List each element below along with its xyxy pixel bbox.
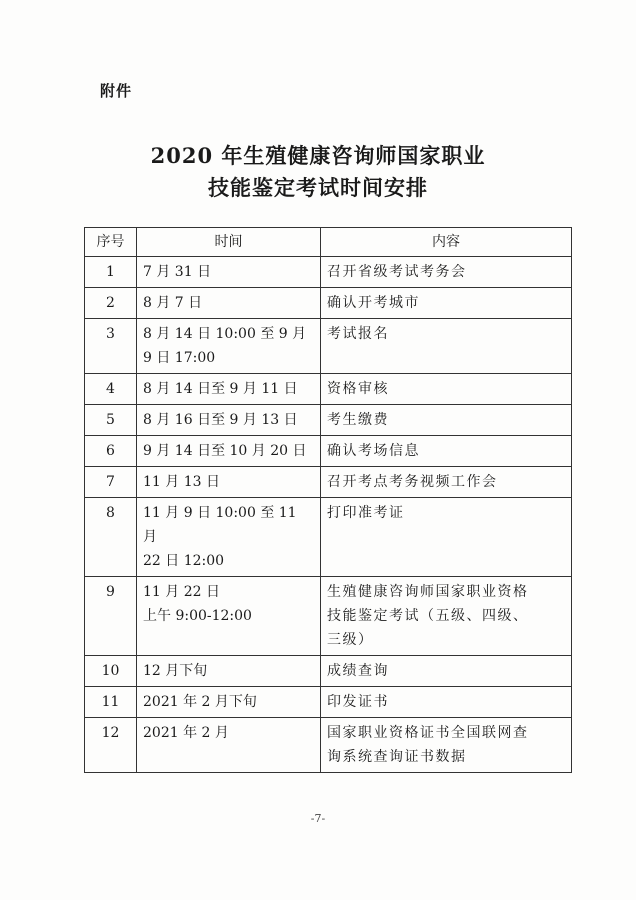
schedule-table	[84, 227, 572, 773]
cell-time-line: 11 月 9 日 10:00 至 11 月	[143, 505, 297, 545]
table-header-row	[85, 228, 572, 257]
table-row	[85, 288, 572, 319]
cell-time	[137, 467, 321, 498]
cell-time-line: 2021 年 2 月下旬	[143, 694, 257, 710]
cell-time	[137, 718, 321, 773]
cell-content	[321, 656, 572, 687]
cell-content-line: 确认考场信息	[327, 443, 420, 459]
cell-content-line: 印发证书	[327, 694, 389, 710]
cell-time	[137, 687, 321, 718]
cell-seq: 1	[85, 257, 137, 288]
cell-content	[321, 374, 572, 405]
cell-content-line: 三级）	[327, 632, 374, 648]
cell-time	[137, 436, 321, 467]
cell-time	[137, 319, 321, 374]
cell-time-line: 2021 年 2 月	[143, 725, 229, 741]
page-title-line-1: 2020 年生殖健康咨询师国家职业	[150, 143, 486, 168]
cell-content	[321, 498, 572, 577]
cell-content-line: 打印准考证	[327, 505, 405, 521]
cell-time	[137, 288, 321, 319]
table-row	[85, 436, 572, 467]
cell-content-line: 考生缴费	[327, 412, 389, 428]
cell-time-line: 9 月 14 日至 10 月 20 日	[143, 443, 307, 459]
cell-seq: 4	[85, 374, 137, 405]
cell-content-line: 召开考点考务视频工作会	[327, 474, 498, 490]
cell-seq: 5	[85, 405, 137, 436]
cell-time-line: 22 日 12:00	[143, 553, 225, 569]
cell-content	[321, 288, 572, 319]
cell-time	[137, 405, 321, 436]
cell-time-line: 8 月 14 日至 9 月 11 日	[143, 381, 298, 397]
header-time: 时间	[137, 228, 321, 257]
cell-time-line: 7 月 31 日	[143, 264, 212, 280]
cell-seq: 9	[85, 577, 137, 656]
cell-content	[321, 687, 572, 718]
cell-content-line: 考试报名	[327, 326, 389, 342]
cell-time-line: 12 月下旬	[143, 663, 208, 679]
cell-time	[137, 257, 321, 288]
table-row	[85, 498, 572, 577]
cell-content-line: 国家职业资格证书全国联网查	[327, 725, 529, 741]
cell-content	[321, 577, 572, 656]
cell-seq: 10	[85, 656, 137, 687]
table-row	[85, 257, 572, 288]
attachment-label: 附件	[100, 82, 133, 100]
cell-time-line: 8 月 16 日至 9 月 13 日	[143, 412, 298, 428]
page-number: -7-	[310, 812, 326, 825]
cell-seq: 3	[85, 319, 137, 374]
cell-time-line: 8 月 7 日	[143, 295, 203, 311]
cell-content-line: 确认开考城市	[327, 295, 420, 311]
header-seq: 序号	[85, 228, 137, 257]
cell-seq: 2	[85, 288, 137, 319]
table-row	[85, 405, 572, 436]
cell-content	[321, 319, 572, 374]
cell-content	[321, 436, 572, 467]
cell-time-line: 9 日 17:00	[143, 350, 216, 366]
cell-time	[137, 577, 321, 656]
cell-content-line: 生殖健康咨询师国家职业资格	[327, 584, 529, 600]
cell-content-line: 资格审核	[327, 381, 389, 397]
cell-seq: 12	[85, 718, 137, 773]
cell-time	[137, 656, 321, 687]
cell-content	[321, 405, 572, 436]
cell-time-line: 上午 9:00-12:00	[143, 608, 252, 624]
cell-seq: 6	[85, 436, 137, 467]
table-row	[85, 374, 572, 405]
page-title-line-2: 技能鉴定考试时间安排	[208, 175, 428, 200]
cell-content-line: 技能鉴定考试（五级、四级、	[327, 608, 529, 624]
cell-seq: 7	[85, 467, 137, 498]
table-row	[85, 687, 572, 718]
cell-content-line: 成绩查询	[327, 663, 389, 679]
cell-time-line: 11 月 13 日	[143, 474, 220, 490]
cell-time-line: 11 月 22 日	[143, 584, 220, 600]
table-row	[85, 718, 572, 773]
cell-time	[137, 374, 321, 405]
cell-seq: 11	[85, 687, 137, 718]
cell-content	[321, 467, 572, 498]
header-content: 内容	[321, 228, 572, 257]
cell-content-line: 召开省级考试考务会	[327, 264, 467, 280]
cell-content	[321, 257, 572, 288]
table-row	[85, 656, 572, 687]
cell-seq: 8	[85, 498, 137, 577]
cell-content-line: 询系统查询证书数据	[327, 749, 467, 765]
table-row	[85, 467, 572, 498]
cell-time-line: 8 月 14 日 10:00 至 9 月	[143, 326, 307, 342]
cell-content	[321, 718, 572, 773]
table-row	[85, 577, 572, 656]
table-row	[85, 319, 572, 374]
cell-time	[137, 498, 321, 577]
